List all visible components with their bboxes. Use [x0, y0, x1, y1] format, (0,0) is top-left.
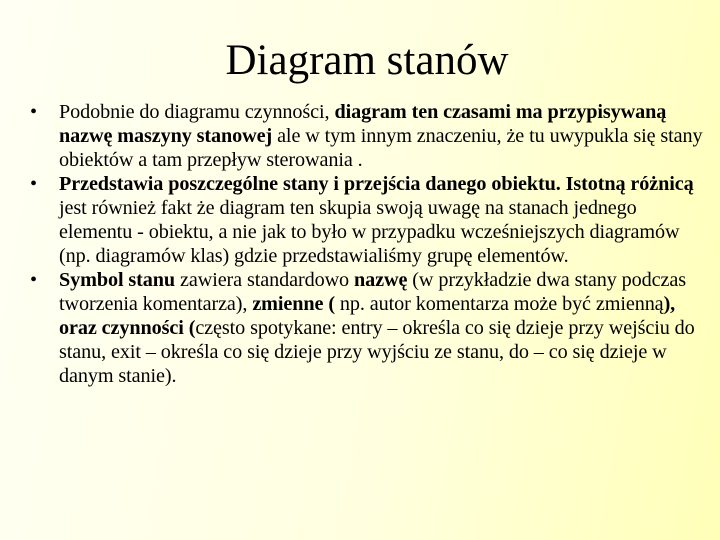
slide-title: Diagram stanów	[225, 37, 509, 84]
bullet-list	[30, 100, 706, 388]
text-segment: zawiera standardowo	[175, 269, 354, 291]
bullet-item	[30, 172, 706, 268]
bullet-marker: •	[30, 173, 37, 195]
text-segment: np. autor komentarza może być zmienną	[334, 293, 664, 315]
bold-text-segment: Symbol stanu	[59, 269, 176, 291]
bold-text-segment: diagram ten czasami ma przypisywaną nazwę maszyny stanowej	[59, 101, 667, 147]
bold-text-segment: Przedstawia poszczególne stany i przejścia danego obiektu. Istotną różnicą	[59, 173, 694, 195]
text-segment: (w przykładzie dwa stany podczas tworzenia komentarza),	[59, 269, 686, 315]
text-segment: jest również fakt że diagram ten skupia swoją uwagę na stanach jednego elementu - obiektu, a nie jak to było w przypadku wcześniejszych diagramów (np. diagramów klas) gdzie przedstawialiśmy grupę elementów.	[59, 197, 680, 267]
text-segment: Podobnie do diagramu czynności,	[59, 101, 335, 123]
bold-text-segment: zmienne (	[252, 293, 335, 315]
bullet-item	[30, 100, 706, 172]
bullet-item	[30, 268, 706, 388]
text-segment: ale w tym innym znaczeniu, że tu uwypukla się stany obiektów a tam przepływ sterowania .	[59, 125, 703, 171]
bullet-marker: •	[30, 101, 37, 123]
text-segment: często spotykane: entry – określa co się dzieje przy wejściu do stanu, exit – określa co się dzieje przy wyjściu ze stanu, do – co się dzieje w danym stanie).	[59, 317, 695, 387]
bold-text-segment: ), oraz czynności (	[59, 293, 676, 339]
bullet-marker: •	[30, 269, 37, 291]
bold-text-segment: nazwę	[354, 269, 408, 291]
